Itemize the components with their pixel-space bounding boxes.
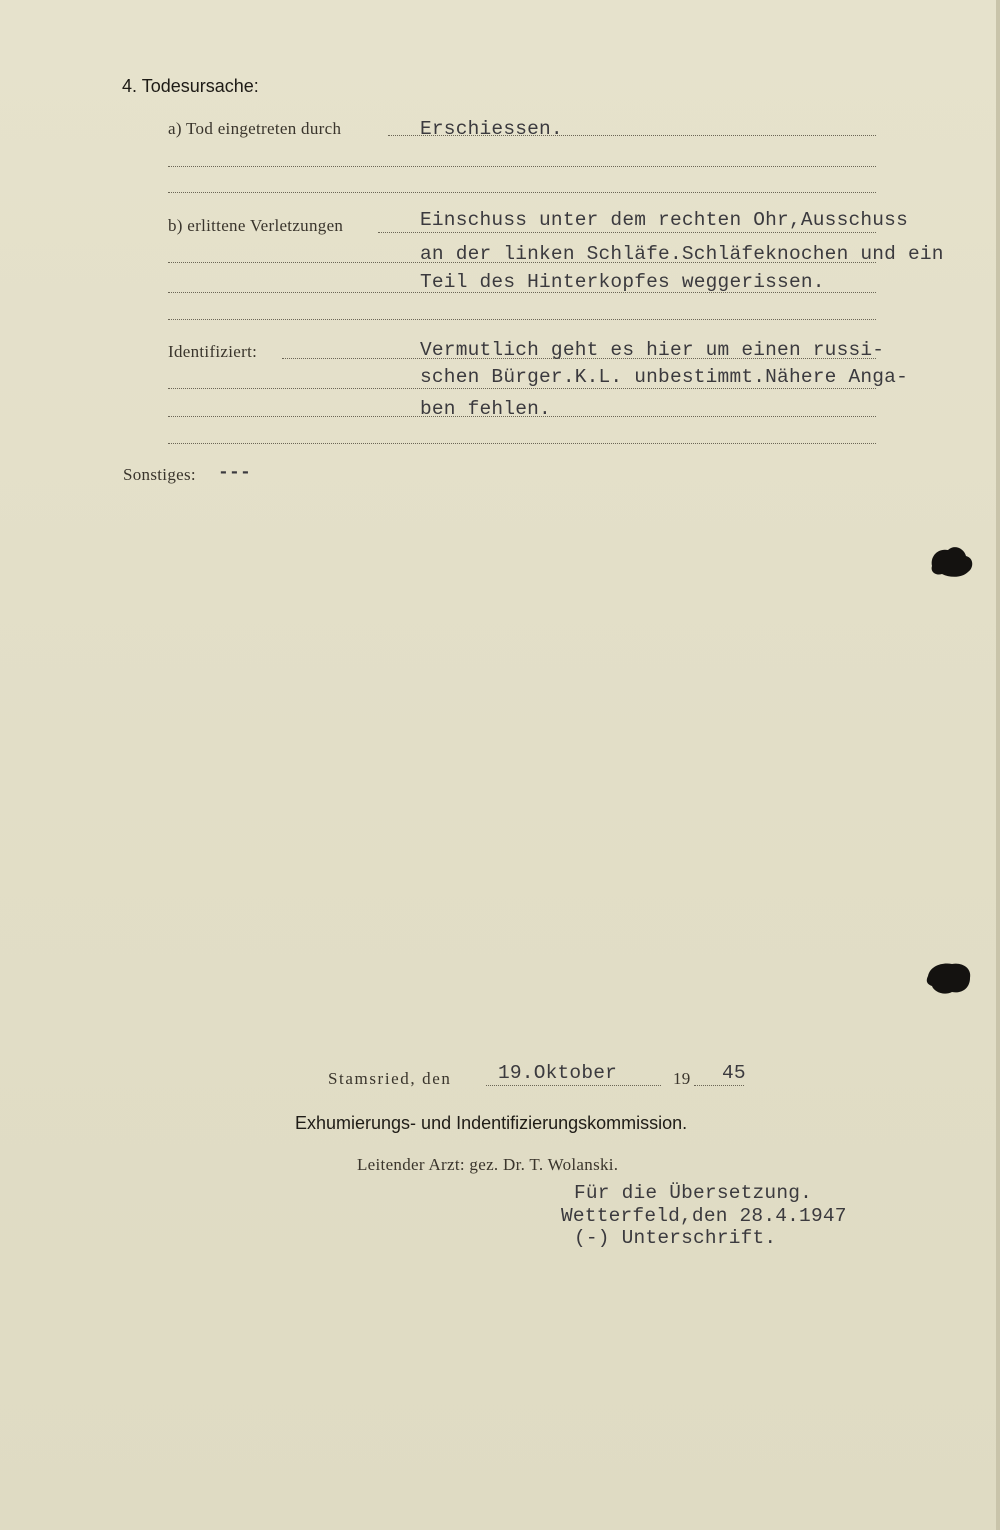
identification-label: Identifiziert: (168, 342, 258, 361)
injuries-line-1: Einschuss unter dem rechten Ohr,Ausschuss (420, 209, 908, 231)
translation-line-3: (-) Unterschrift. (574, 1227, 777, 1249)
date-typed: 19.Oktober (498, 1062, 618, 1084)
other-value: --- (218, 463, 252, 483)
cause-of-death-value: Erschiessen. (420, 118, 563, 140)
commission-name: Exhumierungs- und Indentifizierungskommission. (295, 1113, 688, 1133)
dotted-line (168, 166, 876, 167)
dotted-line (168, 192, 876, 193)
year-prefix: 19 (673, 1069, 691, 1088)
translation-line-2: Wetterfeld,den 28.4.1947 (561, 1205, 847, 1227)
identification-line-1: Vermutlich geht es hier um einen russi- (420, 339, 885, 361)
dotted-line (168, 443, 876, 444)
ink-blot (926, 542, 976, 582)
injuries-label: b) erlittene Verletzungen (168, 216, 344, 235)
dotted-line (168, 388, 876, 389)
translation-line-1: Für die Übersetzung. (574, 1182, 813, 1204)
ink-blot (924, 960, 974, 998)
identification-line-2: schen Bürger.K.L. unbestimmt.Nähere Anga- (420, 366, 908, 388)
page-edge (996, 0, 1000, 1530)
doctor-line: Leitender Arzt: gez. Dr. T. Wolanski. (357, 1155, 619, 1174)
other-label: Sonstiges: (123, 465, 196, 484)
injuries-line-3: Teil des Hinterkopfes weggerissen. (420, 271, 825, 293)
dotted-line (486, 1085, 661, 1086)
section-heading: 4. Todesursache: (122, 76, 259, 96)
cause-of-death-label: a) Tod eingetreten durch (168, 119, 342, 138)
dotted-line (168, 319, 876, 320)
injuries-line-2: an der linken Schläfe.Schläfeknochen und ein (420, 243, 944, 265)
dotted-line (694, 1085, 744, 1086)
place-date-label: Stamsried, den (328, 1069, 452, 1088)
year-typed: 45 (722, 1062, 746, 1084)
dotted-line (378, 232, 876, 233)
identification-line-3: ben fehlen. (420, 398, 551, 420)
